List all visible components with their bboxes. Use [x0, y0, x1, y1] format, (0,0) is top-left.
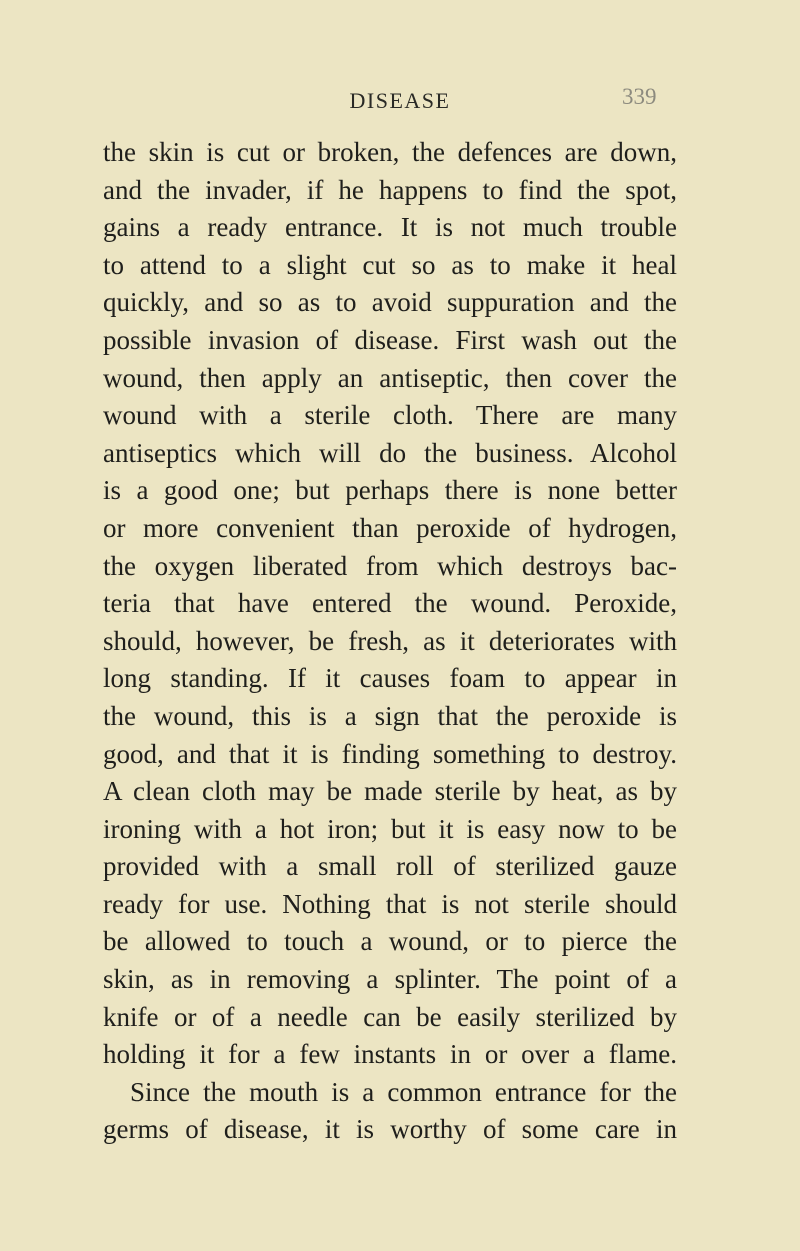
text-line: holding it for a few instants in or over a flame. [103, 1039, 677, 1070]
text-line: to attend to a slight cut so as to make it heal [103, 249, 677, 280]
text-line-paragraph-start: Since the mouth is a common entrance for the [130, 1076, 677, 1107]
text-line: knife or of a needle can be easily sterilized by [103, 1001, 677, 1032]
text-line: long standing. If it causes foam to appear in [103, 663, 677, 694]
text-line: possible invasion of disease. First wash out the [103, 324, 677, 355]
text-line: and the invader, if he happens to find the spot, [103, 174, 677, 205]
text-line: good, and that it is finding something to destroy. [103, 738, 677, 769]
body-text [103, 134, 677, 1149]
text-line: be allowed to touch a wound, or to pierce the [103, 926, 677, 957]
text-line: wound, then apply an antiseptic, then cover the [103, 362, 677, 393]
running-header [0, 82, 800, 118]
text-line: ready for use. Nothing that is not sterile should [103, 888, 677, 919]
text-line: the oxygen liberated from which destroys bac- [103, 550, 677, 581]
text-line: wound with a sterile cloth. There are many [103, 400, 677, 431]
text-line: is a good one; but perhaps there is none better [103, 475, 677, 506]
text-line: quickly, and so as to avoid suppuration and the [103, 287, 677, 318]
text-line: provided with a small roll of sterilized gauze [103, 851, 677, 882]
text-line: skin, as in removing a splinter. The point of a [103, 964, 677, 995]
running-title: DISEASE [349, 88, 451, 113]
text-line: germs of disease, it is worthy of some care in [103, 1114, 677, 1145]
text-line: or more convenient than peroxide of hydrogen, [103, 512, 677, 543]
text-line: teria that have entered the wound. Peroxide, [103, 588, 677, 619]
text-line: should, however, be fresh, as it deteriorates with [103, 625, 677, 656]
text-line: the skin is cut or broken, the defences are down, [103, 137, 677, 167]
text-line: antiseptics which will do the business. Alcohol [103, 437, 677, 468]
text-line: gains a ready entrance. It is not much trouble [103, 212, 677, 243]
text-line: the wound, this is a sign that the peroxide is [103, 700, 677, 731]
text-line: A clean cloth may be made sterile by heat, as by [103, 776, 677, 807]
text-line: ironing with a hot iron; but it is easy now to be [103, 813, 677, 844]
page-number: 339 [622, 84, 657, 109]
